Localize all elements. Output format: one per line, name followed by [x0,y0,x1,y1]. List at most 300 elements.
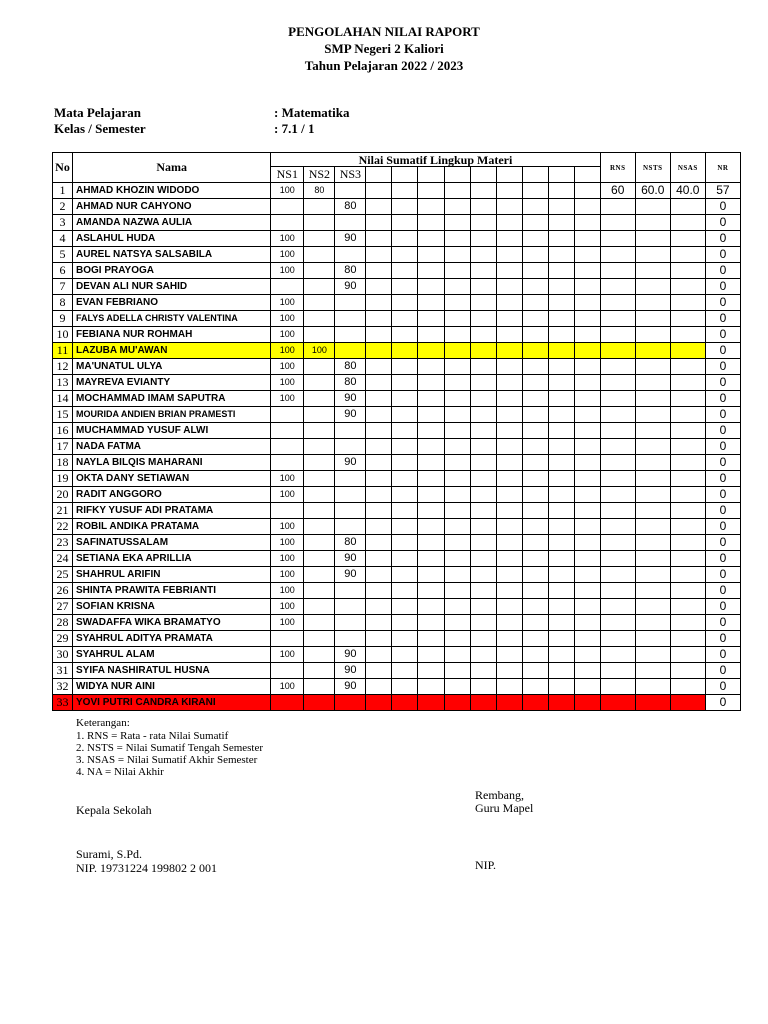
score-nsts [635,567,670,583]
score-empty [444,199,470,215]
score-empty [522,423,548,439]
score-empty [418,359,444,375]
principal-nip: NIP. 19731224 199802 2 001 [76,861,218,875]
student-name: YOVI PUTRI CANDRA KIRANI [73,695,271,711]
score-nsas [670,199,705,215]
score-empty [366,519,392,535]
score-nr: 0 [705,567,740,583]
score-empty [470,663,496,679]
table-row [53,343,741,359]
row-number: 12 [53,359,73,375]
score-empty [470,695,496,711]
score-empty [574,551,600,567]
score-empty [574,471,600,487]
score-nr: 0 [705,503,740,519]
score-ns3: 90 [335,391,366,407]
score-empty [470,423,496,439]
score-empty [366,551,392,567]
score-nr: 0 [705,631,740,647]
table-row [53,535,741,551]
row-number: 5 [53,247,73,263]
score-empty [470,487,496,503]
table-row [53,567,741,583]
student-name: AHMAD NUR CAHYONO [73,199,271,215]
score-empty [418,199,444,215]
score-empty [574,199,600,215]
score-empty [470,439,496,455]
row-number: 2 [53,199,73,215]
score-ns3: 90 [335,679,366,695]
score-empty [470,519,496,535]
col-header-empty [522,167,548,183]
score-nsts [635,375,670,391]
score-rns [600,487,635,503]
student-name: AMANDA NAZWA AULIA [73,215,271,231]
score-empty [444,439,470,455]
score-ns3: 80 [335,375,366,391]
student-name: BOGI PRAYOGA [73,263,271,279]
col-header-no: No [53,153,73,183]
score-ns1: 100 [271,375,304,391]
score-ns3: 90 [335,279,366,295]
table-row [53,199,741,215]
score-nsts [635,519,670,535]
col-header-empty [548,167,574,183]
score-empty [496,551,522,567]
score-ns3 [335,631,366,647]
row-number: 1 [53,183,73,199]
note-item: 2. NSTS = Nilai Sumatif Tengah Semester [76,742,264,754]
score-empty [522,263,548,279]
score-nsas [670,471,705,487]
score-nsas [670,439,705,455]
student-name: DEVAN ALI NUR SAHID [73,279,271,295]
score-empty [522,327,548,343]
score-nsas [670,695,705,711]
score-rns [600,471,635,487]
score-ns3 [335,423,366,439]
score-ns2 [304,311,335,327]
col-header-nsas: NSAS [670,153,705,183]
row-number: 28 [53,615,73,631]
score-empty [548,695,574,711]
score-ns3 [335,471,366,487]
score-empty [392,327,418,343]
score-empty [470,455,496,471]
table-row [53,455,741,471]
table-row [53,519,741,535]
score-empty [418,583,444,599]
score-rns [600,263,635,279]
score-empty [522,599,548,615]
score-empty [548,423,574,439]
score-ns1 [271,423,304,439]
score-empty [392,471,418,487]
score-empty [470,199,496,215]
score-empty [392,615,418,631]
score-empty [470,215,496,231]
score-nsas [670,391,705,407]
table-row [53,615,741,631]
table-row [53,375,741,391]
score-empty [496,615,522,631]
col-header-ns1: NS1 [271,167,304,183]
table-row [53,679,741,695]
score-empty [470,615,496,631]
score-nsas [670,279,705,295]
score-nsas [670,407,705,423]
score-empty [470,391,496,407]
student-name: MOCHAMMAD IMAM SAPUTRA [73,391,271,407]
student-name: EVAN FEBRIANO [73,295,271,311]
student-name: FALYS ADELLA CHRISTY VALENTINA [73,311,271,327]
score-empty [548,343,574,359]
score-ns1: 100 [271,263,304,279]
score-empty [470,327,496,343]
score-empty [366,311,392,327]
score-empty [366,359,392,375]
score-empty [574,423,600,439]
score-empty [444,215,470,231]
score-nsts [635,327,670,343]
score-empty [392,407,418,423]
score-ns3: 80 [335,199,366,215]
teacher-nip: NIP. [475,858,497,872]
score-ns2 [304,263,335,279]
table-row [53,215,741,231]
score-empty [444,503,470,519]
score-empty [418,487,444,503]
row-number: 9 [53,311,73,327]
col-header-empty [574,167,600,183]
subject-label: Mata Pelajaran [54,105,142,120]
student-name: SOFIAN KRISNA [73,599,271,615]
student-name: RADIT ANGGORO [73,487,271,503]
score-rns [600,519,635,535]
student-name: SYIFA NASHIRATUL HUSNA [73,663,271,679]
score-nsts [635,551,670,567]
score-empty [392,263,418,279]
table-row [53,359,741,375]
score-rns [600,407,635,423]
score-empty [548,615,574,631]
score-empty [444,551,470,567]
score-empty [548,359,574,375]
score-empty [574,231,600,247]
signature-place: Rembang, [475,788,524,802]
score-rns [600,215,635,231]
score-nr: 0 [705,487,740,503]
score-ns2 [304,231,335,247]
score-empty [548,487,574,503]
score-nsts [635,679,670,695]
score-nr: 0 [705,279,740,295]
score-empty [574,407,600,423]
score-empty [418,535,444,551]
score-empty [392,311,418,327]
score-empty [444,231,470,247]
table-row [53,311,741,327]
score-ns1 [271,455,304,471]
col-header-ns2: NS2 [304,167,335,183]
score-empty [470,503,496,519]
score-nr: 0 [705,695,740,711]
row-number: 20 [53,487,73,503]
col-header-ns3: NS3 [335,167,366,183]
score-empty [548,327,574,343]
score-nsts [635,311,670,327]
table-row [53,551,741,567]
score-empty [496,199,522,215]
score-empty [496,535,522,551]
score-ns1: 100 [271,487,304,503]
score-ns2 [304,519,335,535]
score-ns2 [304,487,335,503]
score-rns [600,535,635,551]
col-header-empty [470,167,496,183]
note-item: 1. RNS = Rata - rata Nilai Sumatif [76,730,229,742]
col-header-nsts: NSTS [635,153,670,183]
score-empty [366,663,392,679]
score-empty [444,375,470,391]
score-empty [444,423,470,439]
score-empty [418,247,444,263]
score-rns [600,631,635,647]
score-empty [496,311,522,327]
table-row [53,663,741,679]
score-empty [366,503,392,519]
score-nsts [635,247,670,263]
score-empty [522,343,548,359]
score-ns3 [335,695,366,711]
score-nr: 0 [705,599,740,615]
student-name: AHMAD KHOZIN WIDODO [73,183,271,199]
score-nsts [635,647,670,663]
score-empty [522,647,548,663]
score-nr: 0 [705,199,740,215]
score-ns3 [335,295,366,311]
score-nsas [670,423,705,439]
score-empty [418,439,444,455]
score-empty [366,215,392,231]
subject-value: : Matematika [274,105,350,120]
score-empty [418,375,444,391]
score-nsts [635,455,670,471]
score-empty [574,183,600,199]
score-empty [366,231,392,247]
score-empty [392,231,418,247]
grades-table [52,152,741,711]
score-rns [600,679,635,695]
score-empty [392,423,418,439]
score-nsas [670,215,705,231]
score-empty [444,679,470,695]
score-empty [470,471,496,487]
score-rns [600,439,635,455]
score-empty [496,487,522,503]
score-nsas [670,359,705,375]
score-nsas [670,503,705,519]
score-empty [496,359,522,375]
score-ns3: 90 [335,551,366,567]
score-empty [470,295,496,311]
score-empty [574,215,600,231]
score-rns [600,199,635,215]
row-number: 30 [53,647,73,663]
score-ns1: 100 [271,311,304,327]
score-ns2 [304,247,335,263]
score-empty [418,231,444,247]
score-nsts [635,359,670,375]
score-rns [600,359,635,375]
score-empty [444,567,470,583]
score-empty [392,583,418,599]
score-empty [470,535,496,551]
score-nsas [670,679,705,695]
col-header-empty [444,167,470,183]
score-empty [496,407,522,423]
score-rns [600,391,635,407]
score-empty [548,391,574,407]
score-ns2 [304,567,335,583]
grades-table-body [53,183,741,711]
score-ns1: 100 [271,327,304,343]
score-empty [366,535,392,551]
score-nr: 0 [705,375,740,391]
score-empty [574,327,600,343]
score-nsts [635,215,670,231]
score-nsts [635,471,670,487]
score-nsts [635,599,670,615]
score-ns3: 90 [335,567,366,583]
score-nr: 0 [705,535,740,551]
score-empty [366,423,392,439]
score-empty [392,359,418,375]
row-number: 29 [53,631,73,647]
score-empty [574,503,600,519]
score-empty [470,263,496,279]
score-empty [522,567,548,583]
student-name: OKTA DANY SETIAWAN [73,471,271,487]
score-empty [548,215,574,231]
score-ns3: 90 [335,663,366,679]
score-empty [444,391,470,407]
class-value: : 7.1 / 1 [274,121,315,136]
score-nsts [635,295,670,311]
score-nr: 0 [705,327,740,343]
score-empty [418,343,444,359]
score-ns2 [304,327,335,343]
score-rns [600,503,635,519]
score-empty [496,423,522,439]
score-nr: 0 [705,583,740,599]
score-empty [444,359,470,375]
score-empty [548,583,574,599]
score-ns3: 80 [335,535,366,551]
report-title: PENGOLAHAN NILAI RAPORT [288,24,480,39]
score-rns [600,567,635,583]
row-number: 31 [53,663,73,679]
score-empty [496,599,522,615]
score-empty [392,551,418,567]
score-ns2 [304,359,335,375]
score-empty [496,343,522,359]
row-number: 32 [53,679,73,695]
score-empty [496,263,522,279]
score-empty [366,279,392,295]
score-empty [496,663,522,679]
score-empty [444,615,470,631]
score-empty [522,695,548,711]
row-number: 11 [53,343,73,359]
score-empty [522,279,548,295]
score-empty [496,279,522,295]
score-ns1: 100 [271,231,304,247]
score-nsas [670,663,705,679]
student-name: WIDYA NUR AINI [73,679,271,695]
score-rns [600,343,635,359]
row-number: 13 [53,375,73,391]
score-ns2 [304,615,335,631]
score-ns3 [335,327,366,343]
score-ns2 [304,551,335,567]
score-empty [366,295,392,311]
score-ns2 [304,695,335,711]
score-nsas [670,343,705,359]
score-empty [444,631,470,647]
row-number: 14 [53,391,73,407]
score-empty [548,279,574,295]
score-empty [444,599,470,615]
score-ns2 [304,407,335,423]
score-rns [600,311,635,327]
score-ns1: 100 [271,599,304,615]
score-empty [522,503,548,519]
score-nsts [635,503,670,519]
score-empty [444,295,470,311]
score-empty [574,663,600,679]
score-rns [600,599,635,615]
row-number: 19 [53,471,73,487]
score-empty [522,551,548,567]
score-ns1: 100 [271,391,304,407]
row-number: 18 [53,455,73,471]
score-nr: 0 [705,423,740,439]
score-nr: 0 [705,407,740,423]
score-empty [496,327,522,343]
score-empty [548,551,574,567]
score-ns3 [335,311,366,327]
score-empty [574,679,600,695]
score-empty [418,295,444,311]
score-empty [392,439,418,455]
table-row [53,631,741,647]
score-nr: 0 [705,679,740,695]
score-empty [418,503,444,519]
score-ns1: 100 [271,551,304,567]
score-empty [470,631,496,647]
score-empty [366,327,392,343]
score-empty [418,519,444,535]
score-ns2 [304,279,335,295]
score-ns2 [304,503,335,519]
score-empty [496,215,522,231]
score-empty [470,311,496,327]
score-nsas [670,455,705,471]
score-empty [366,407,392,423]
score-empty [496,503,522,519]
score-ns1 [271,407,304,423]
